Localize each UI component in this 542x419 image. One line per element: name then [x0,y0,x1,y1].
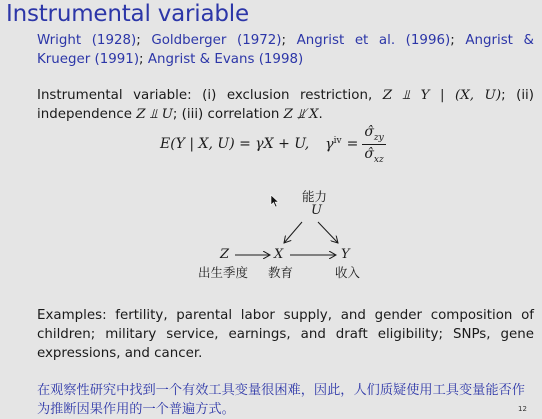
arrow-cursor-icon [270,194,280,208]
gamma-symbol: γ [325,136,334,153]
sigma-hat: σ̂ [364,124,374,140]
correlation-formula: Z ⫫̸ X [283,107,319,122]
reference-angrist-et-al[interactable]: Angrist et al. (1996) [296,33,451,48]
dag-node-x: X [274,247,284,262]
chinese-annotation: 在观察性研究中找到一个有效工具变量很困难，因此，人们质疑使用工具变量能否作为推断因果作用的一个普遍方式。 [37,383,525,417]
reference-separator: ; [281,33,297,48]
reference-list [37,31,534,69]
fraction-denominator [362,145,385,165]
iv-equation [160,124,386,165]
edge-u-to-x [284,222,302,243]
reference-separator: ; [450,33,466,48]
edge-u-to-y [318,222,338,243]
dag-node-z: Z [220,247,230,262]
dag-z-label: 出生季度 [198,265,249,280]
reference-separator: ; [136,33,152,48]
equals-sign: = [346,136,359,153]
examples-paragraph: Examples: fertility, parental labor supply, and gender composition of children; military service, earnings, and draft eligibility; SNPs, gene expressions, and cancer. [37,308,534,361]
structural-equation: E(Y | X, U) = γX + U, [160,136,310,153]
dag-node-y: Y [341,247,350,262]
independence-formula: Z ⫫ U [136,107,173,122]
dag-y-label: 收入 [335,265,361,280]
gamma-superscript: iv [333,135,342,146]
fraction-numerator [362,124,385,145]
page-number: 12 [518,405,527,413]
iv-prefix: Instrumental variable: (i) exclusion restriction, [37,88,373,103]
numerator-subscript: zy [373,132,384,143]
iv-definition [37,86,534,124]
reference-separator: ; [139,52,148,67]
iv-mid-1: ; (ii) independence [37,88,534,122]
reference-angrist-krueger[interactable]: Angrist & Krueger (1991) [37,33,534,67]
denominator-subscript: xz [373,154,384,165]
reference-goldberger[interactable]: Goldberger (1972) [151,33,282,48]
gamma-iv [325,136,341,153]
dag-node-u: U [311,203,322,218]
dag-x-label: 教育 [268,265,294,280]
dag-u-label: 能力 [302,189,328,204]
iv-mid-2: ; (iii) correlation [172,107,280,122]
sigma-hat: σ̂ [364,145,374,162]
reference-wright[interactable]: Wright (1928) [37,33,137,48]
exclusion-restriction-formula: Z ⫫ Y | (X, U) [382,88,502,103]
reference-angrist-evans[interactable]: Angrist & Evans (1998) [147,52,304,67]
slide-title: Instrumental variable [6,1,249,27]
iv-estimator-fraction [362,124,385,165]
iv-suffix: . [318,107,323,122]
